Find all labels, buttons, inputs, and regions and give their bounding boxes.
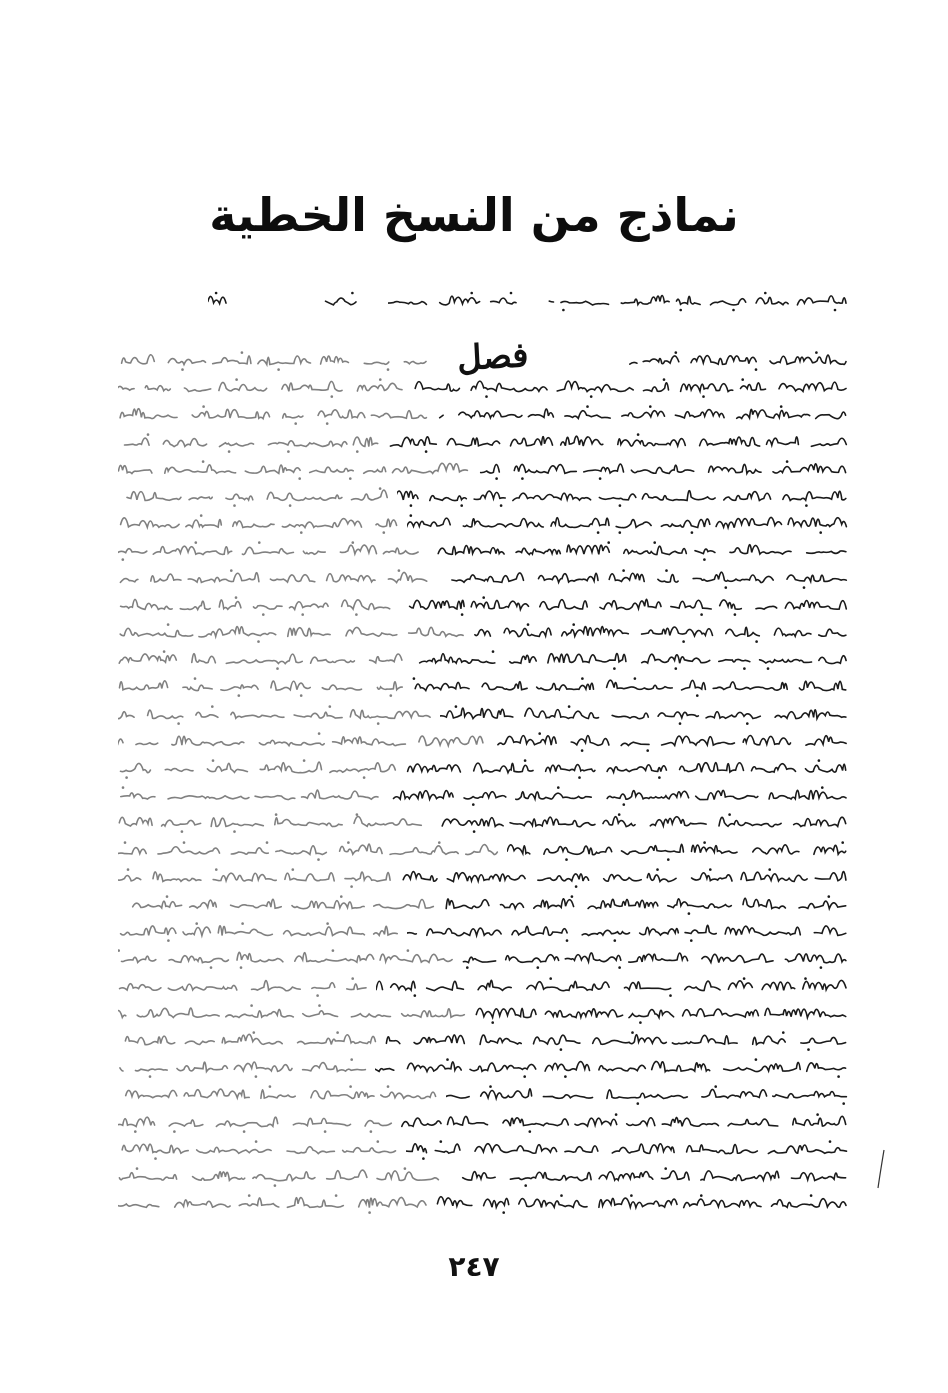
ink-segment [437,565,848,591]
ink-segment [428,537,848,563]
manuscript-line [108,510,848,536]
page-number: ٢٤٧ [448,1250,500,1283]
ink-segment [474,1000,848,1026]
ink-segment [628,347,848,373]
manuscript-line [108,728,848,754]
ink-segment-faint [118,891,435,917]
ink-segment [507,837,848,863]
ink-segment [448,1163,848,1189]
manuscript-line [108,565,848,591]
ink-segment-faint [118,728,485,754]
ink-segment-faint [118,483,389,509]
manuscript-line [108,755,848,781]
page-title: نماذج من النسخ الخطية [209,188,739,242]
manuscript-line [108,782,848,808]
ink-segment [412,673,848,699]
manuscript-line [108,918,848,944]
ink-segment [412,374,848,400]
ink-segment-faint [118,837,499,863]
section-heading: فصل [455,335,529,379]
header-ink-segment [208,285,228,315]
ink-segment [431,809,848,835]
manuscript-line [108,701,848,727]
ink-segment-faint [118,1109,393,1135]
manuscript-line [108,945,848,971]
manuscript-line [108,864,848,890]
ink-segment [405,755,848,781]
ink-segment [436,401,848,427]
ink-segment-faint [118,1000,466,1026]
ink-segment-faint [118,537,420,563]
ink-segment [446,1081,848,1107]
ink-segment [400,592,848,618]
ink-segment [412,646,848,672]
ink-segment-faint [118,429,380,455]
ink-segment-faint [118,945,454,971]
manuscript-line [108,592,848,618]
ink-segment-faint [118,456,469,482]
ink-segment-faint [118,973,368,999]
ink-segment [376,973,848,999]
ink-segment-faint [118,1190,428,1216]
ink-segment-faint [118,1136,398,1162]
ink-segment [407,918,848,944]
ink-segment [407,510,848,536]
ink-segment [462,945,848,971]
manuscript-line [108,537,848,563]
ink-segment-faint [118,918,399,944]
manuscript-line [108,646,848,672]
margin-stroke [876,1148,888,1190]
ink-segment-faint [118,701,432,727]
ink-segment-faint [118,565,429,591]
ink-segment [477,456,848,482]
manuscript-line [108,619,848,645]
ink-segment-faint [118,1054,367,1080]
ink-segment [375,1054,848,1080]
ink-segment [385,1027,848,1053]
header-ink-segment [548,285,848,315]
manuscript-line [108,837,848,863]
ink-segment-faint [118,809,423,835]
manuscript-line [108,374,848,400]
manuscript-line [108,1000,848,1026]
manuscript-line [108,1054,848,1080]
ink-segment-faint [118,1027,377,1053]
ink-segment-faint [118,619,465,645]
manuscript-line [108,1163,848,1189]
ink-segment-faint [118,374,404,400]
ink-segment [397,483,848,509]
manuscript-line [108,1136,848,1162]
header-ink-segment [318,285,358,315]
ink-segment-faint [118,401,428,427]
manuscript-line [108,1027,848,1053]
manuscript-line [108,1190,848,1216]
manuscript-facsimile [108,285,848,1230]
ink-segment-faint [118,1081,438,1107]
ink-segment-faint [118,592,392,618]
header-ink-segment [388,285,518,315]
manuscript-line [108,456,848,482]
manuscript-line [108,401,848,427]
manuscript-header-line [108,285,848,315]
ink-segment-faint [118,755,397,781]
ink-segment [388,782,848,808]
manuscript-line [108,673,848,699]
manuscript-line [108,483,848,509]
manuscript-line [108,809,848,835]
manuscript-line [108,891,848,917]
ink-segment-faint [118,646,404,672]
ink-segment-faint [118,1163,440,1189]
ink-segment-faint [118,673,404,699]
ink-segment [443,891,848,917]
manuscript-line [108,1081,848,1107]
ink-segment [436,1190,848,1216]
ink-segment-faint [118,782,380,808]
ink-segment [440,701,848,727]
ink-segment [406,1136,848,1162]
manuscript-line [108,429,848,455]
ink-segment-faint [118,510,399,536]
ink-segment [400,864,848,890]
manuscript-line [108,347,848,373]
ink-segment-faint [118,347,428,373]
ink-segment [493,728,848,754]
ink-segment [473,619,848,645]
ink-segment [401,1109,848,1135]
ink-segment-faint [118,864,392,890]
ink-segment [388,429,848,455]
manuscript-line [108,1109,848,1135]
manuscript-line [108,973,848,999]
